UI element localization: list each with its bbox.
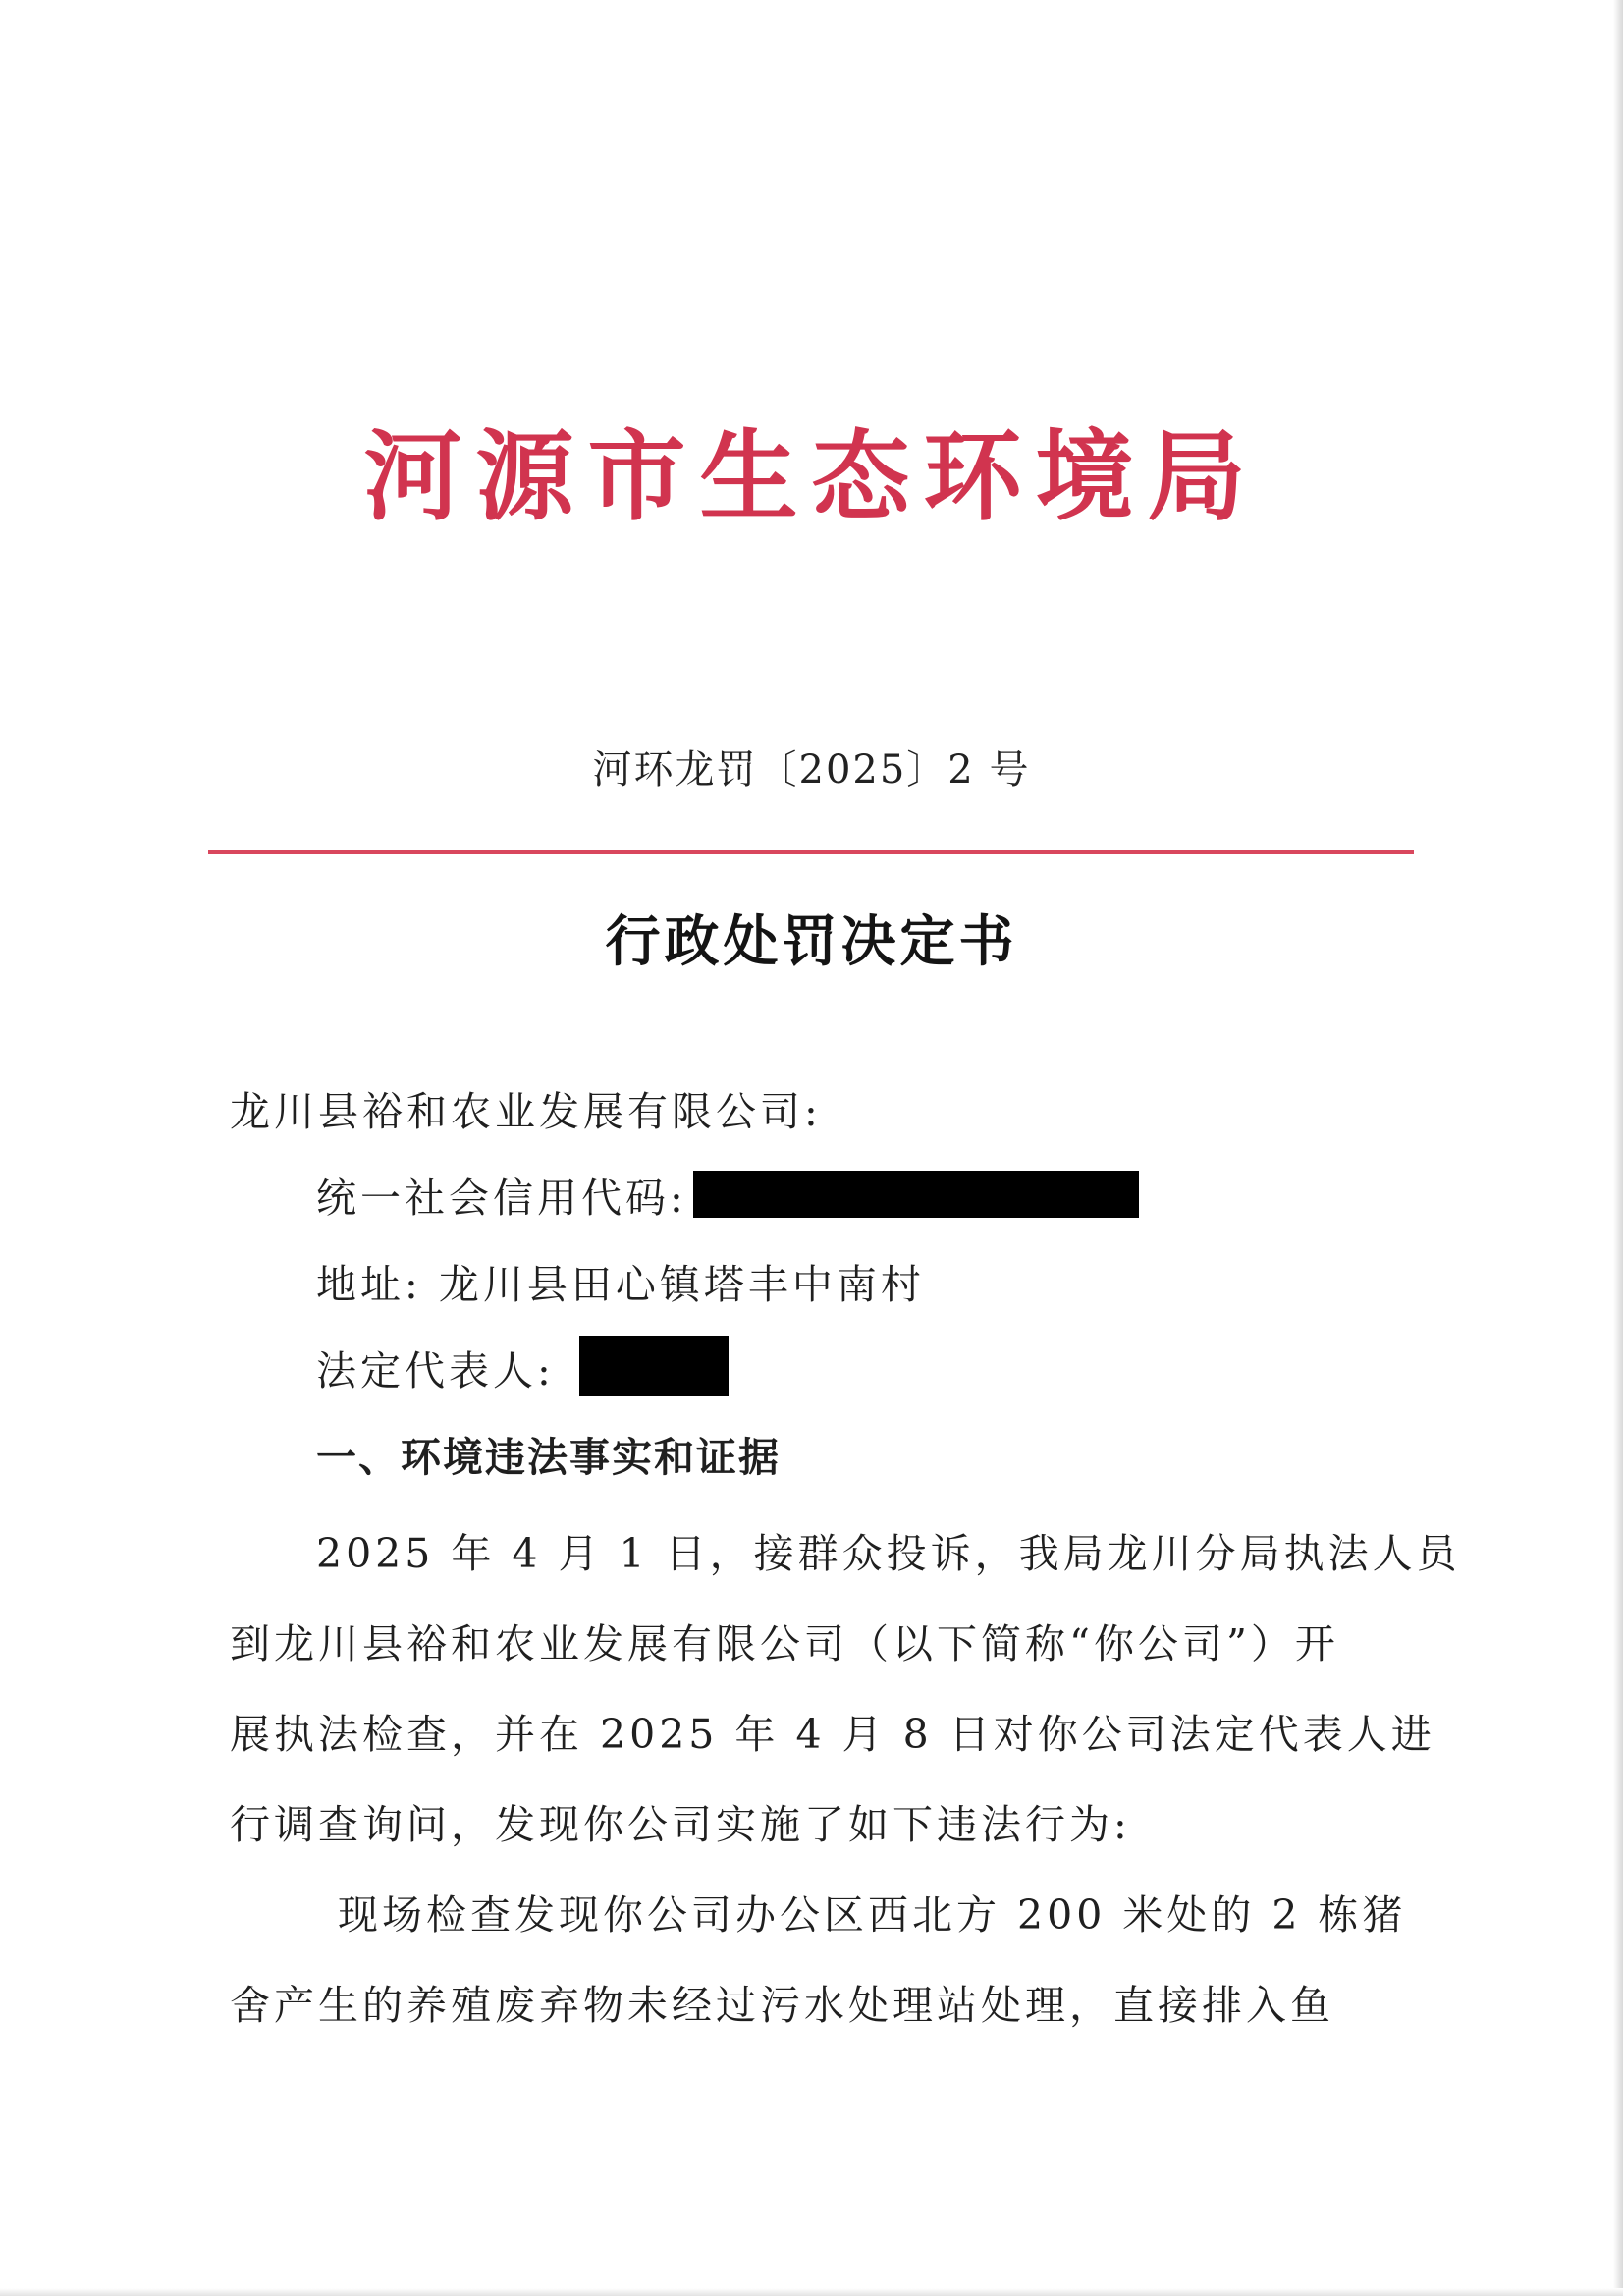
paragraph-line: 2025 年 4 月 1 日，接群众投诉，我局龙川分局执法人员 (316, 1530, 1461, 1577)
address-label: 地址: (316, 1261, 422, 1308)
address-line (316, 1255, 925, 1314)
redacted-legal-rep (579, 1336, 729, 1396)
recipient-company: 龙川县裕和农业发展有限公司: (230, 1088, 822, 1135)
red-divider-line (208, 850, 1414, 854)
redacted-credit-code (693, 1171, 1139, 1218)
organization-header: 河源市生态环境局 (363, 418, 1260, 534)
page-bottom-shadow (0, 2288, 1623, 2296)
section-heading: 一、环境违法事实和证据 (316, 1434, 781, 1481)
page-edge-shadow (1613, 0, 1623, 2296)
document-title: 行政处罚决定书 (605, 910, 1018, 974)
paragraph-line: 展执法检查，并在 2025 年 4 月 8 日对你公司法定代表人进 (230, 1711, 1435, 1758)
credit-code-label: 统一社会信用代码: (316, 1175, 687, 1222)
paragraph-line: 现场检查发现你公司办公区西北方 200 米处的 2 栋猪 (338, 1891, 1407, 1939)
document-number: 河环龙罚〔2025〕2 号 (592, 747, 1031, 793)
address-value: 龙川县田心镇塔丰中南村 (438, 1261, 925, 1308)
paragraph-line: 行调查询问，发现你公司实施了如下违法行为: (230, 1801, 1131, 1848)
paragraph-line: 舍产生的养殖废弃物未经过污水处理站处理，直接排入鱼 (230, 1982, 1334, 2029)
paragraph-line: 到龙川县裕和农业发展有限公司（以下简称“你公司”）开 (230, 1620, 1339, 1667)
legal-rep-label: 法定代表人: (316, 1347, 555, 1394)
